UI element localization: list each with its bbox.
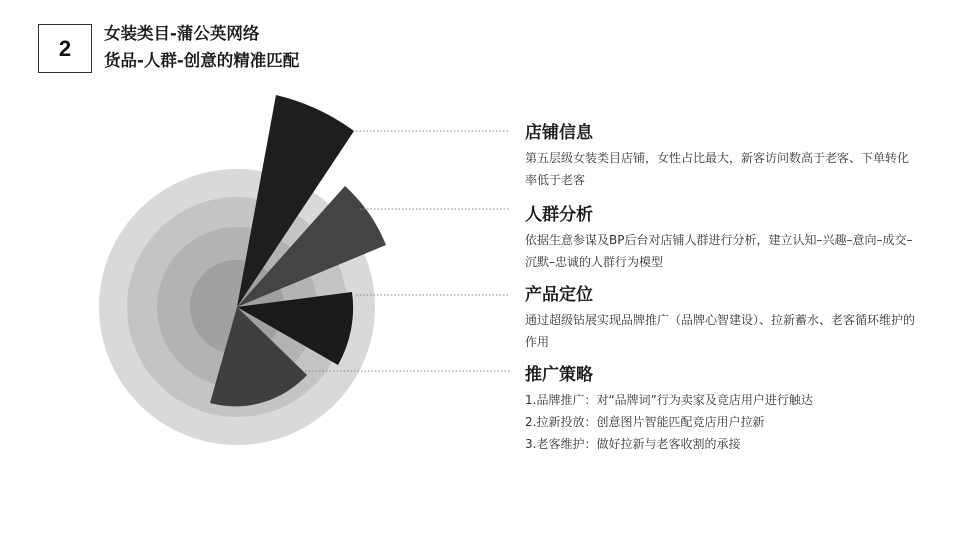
section-heading: 推广策略 xyxy=(525,365,593,385)
title-line-1: 女装类目-蒲公英网络 xyxy=(104,24,260,43)
section-heading: 人群分析 xyxy=(525,205,593,225)
section-store-info xyxy=(525,122,925,191)
slide-number: 2 xyxy=(58,35,72,61)
section-body: 通过超级钻展实现品牌推广（品牌心智建设）、拉新蓄水、老客循环维护的作用 xyxy=(525,313,916,349)
title-line-2: 货品-人群-创意的精准匹配 xyxy=(104,51,300,70)
section-body xyxy=(525,389,917,455)
strategy-item: 1.品牌推广：对“品牌词”行为卖家及竞店用户进行触达 xyxy=(525,393,813,407)
section-body: 依据生意参谋及BP后台对店铺人群进行分析，建立认知–兴趣–意向–成交–沉默–忠诚的人群行为模型 xyxy=(525,233,913,269)
section-promotion-strategy xyxy=(525,364,925,455)
section-product-positioning xyxy=(525,284,925,353)
section-heading: 产品定位 xyxy=(525,285,593,305)
section-body: 第五层级女装类目店铺，女性占比最大，新客访问数高于老客、下单转化率低于老客 xyxy=(525,151,910,187)
section-heading: 店铺信息 xyxy=(525,123,593,143)
strategy-item: 2.拉新投放：创意图片智能匹配竞店用户拉新 xyxy=(525,415,765,429)
strategy-item: 3.老客维护：做好拉新与老客收割的承接 xyxy=(525,437,741,451)
section-audience-analysis xyxy=(525,204,925,273)
